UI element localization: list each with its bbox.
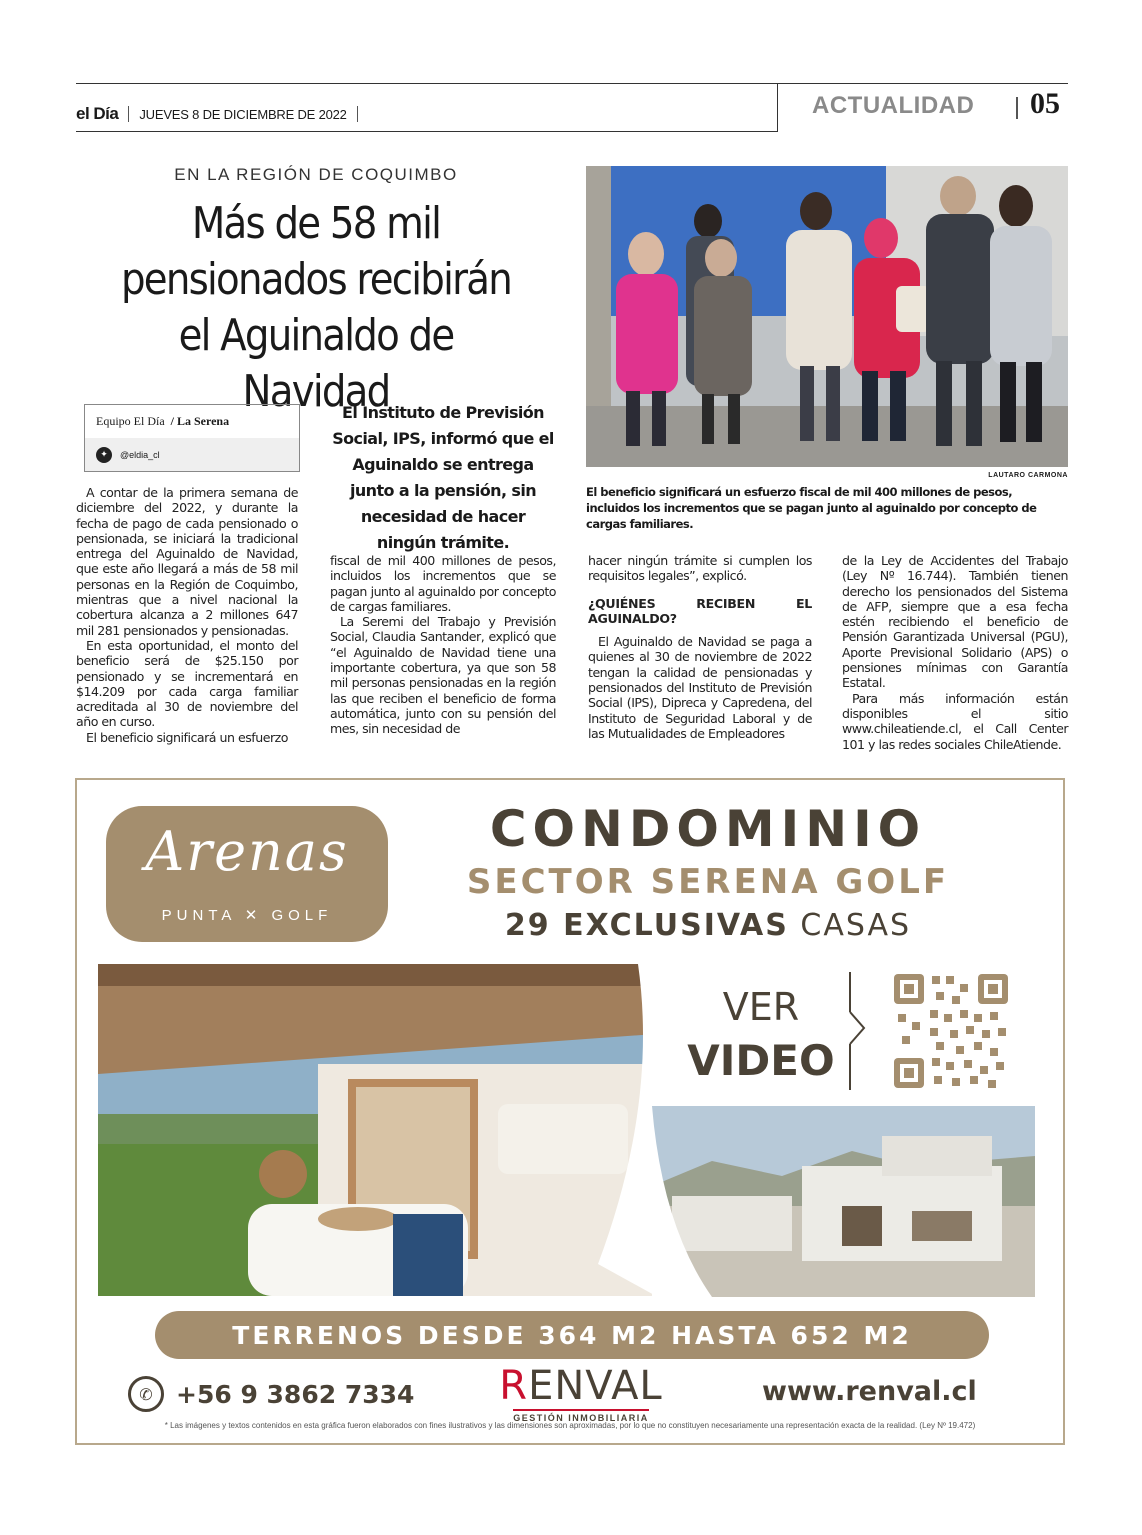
article-subhead: ¿QUIÉNES RECIBEN EL AGUINALDO? [588,595,812,626]
divider [1016,97,1018,119]
photo-illustration [586,166,1068,467]
paragraph: La Seremi del Trabajo y Previsión Social, Claudia Santander, explicó que “el Aguinaldo de Navidad tiene una importante cobertura, ya que son 58 mil personas pensionadas en la región las que reciben el beneficio de forma automática, junto con su pensión del mes, sin necesidad de [330,614,556,737]
paragraph: A contar de la primera semana de diciembre del 2022, y durante la fecha de pago de cada pensionado o pensionada, se iniciará la tradicional entrega del Aguinaldo de Navidad, que este año llegará a más de 58 mil personas en la Región de Coquimbo, mientras que a nivel nacional la cobertura alcanza a 2 millones 647 mil 281 pensionados y pensionadas. [76,485,298,638]
twitter-handle: @eldia_cl [120,449,160,460]
section-label: ACTUALIDAD [812,92,975,119]
house-render-exterior [652,1106,1035,1297]
article-column-3 [588,553,812,741]
ver-label: VER [722,985,800,1029]
website-link[interactable]: www.renval.cl [762,1376,977,1407]
masthead [76,104,368,124]
article-column-2 [330,553,556,737]
render-illustration [652,1106,1035,1297]
renval-subtitle: GESTIÓN INMOBILIARIA [513,1409,649,1423]
photo-caption: El beneficio significará un esfuerzo fiscal de mil 400 millones de pesos, incluidos los incrementos que se pagan junto al aguinaldo por concepto de cargas familiares. [586,485,1037,531]
newspaper-brand: el Día [76,104,119,123]
lot-size-banner: TERRENOS DESDE 364 M2 HASTA 652 M2 [155,1311,989,1359]
page-number: 05 [1030,87,1060,120]
render-illustration [98,964,656,1296]
logo-subtitle: PUNTA ✕ GOLF [161,907,333,924]
paragraph: Para más información están disponibles el sitio www.chileatiende.cl, el Call Center 101 y las redes sociales ChileAtiende. [842,690,1068,752]
article-column-4 [842,553,1068,752]
byline-location: / La Serena [170,413,230,428]
divider [128,106,129,122]
byline-author: Equipo El Día [96,413,165,428]
paragraph: fiscal de mil 400 millones de pesos, incluidos los incrementos que se pagan junto al aguinaldo por concepto de cargas familiares. [330,553,556,614]
ad-disclaimer: * Las imágenes y textos contenidos en esta gráfica fueron elaborados con fines ilustrativos y las dimensiones son aproximadas, por lo que no constituyen necesariamente una representación exacta de la realidad. (Ley Nº 19.472) [164,1421,976,1430]
article-headline: Más de 58 mil pensionados recibirán el Aguinaldo de Navidad [120,198,512,417]
article-deck: El Instituto de Previsión Social, IPS, informó que el Aguinaldo se entrega junto a la pensión, sin necesidad de hacer ningún trámite. [332,403,554,552]
article-photo [586,166,1068,467]
chevron-right-icon [846,972,870,1095]
article-kicker: EN LA REGIÓN DE COQUIMBO [174,165,458,184]
tagline-rest: CASAS [800,908,912,943]
header-divider [777,83,778,132]
renval-r: R [499,1363,529,1409]
issue-date: JUEVES 8 DE DICIEMBRE DE 2022 [139,106,347,122]
renval-wordmark [476,1364,686,1408]
paragraph: de la Ley de Accidentes del Trabajo (Ley Nº 16.744). También tienen derecho los pensionados del Sistema de AFP, siempre que a esa fecha estén recibiendo el beneficio de Pensión Garantizada Universal (PGU), Aporte Previsional Solidario (APS) o pensiones mínimas con Garantía Estatal. [842,553,1068,691]
photo-credit: LAUTARO CARMONA [988,472,1068,479]
renval-logo [476,1364,686,1426]
paragraph: En esta oportunidad, el monto del beneficio será de $25.150 por pensionado y se incrementará en $14.209 por cada carga familiar acreditada al 30 de noviembre del año en curso. [76,637,298,730]
video-label: VIDEO [687,1036,835,1085]
ad-tagline [410,908,1006,943]
ad-subtitle: SECTOR SERENA GOLF [466,862,950,902]
ad-title: CONDOMINIO [489,800,927,858]
byline-box [84,404,300,472]
phone-number: +56 9 3862 7334 [176,1379,415,1409]
header-underline [76,131,778,132]
byline [85,405,299,437]
logo-name: Arenas [145,820,349,883]
phone-contact[interactable] [128,1376,414,1412]
whatsapp-icon: ✆ [128,1376,164,1412]
renval-rest: ENVAL [528,1363,663,1409]
house-render-interior [98,964,656,1296]
ver-video-cta[interactable] [676,980,846,1088]
header-rule [76,83,1068,84]
paragraph: El Aguinaldo de Navidad se paga a quienes al 30 de noviembre de 2022 tengan la calidad de pensionadas y pensionados del Instituto de Previsión Social (IPS), Dipreca y Capredena, del Instituto de Seguridad Laboral y de las Mutualidades de Empleadores [588,634,812,741]
qr-code-icon[interactable] [890,970,1012,1092]
twitter-icon: ✦ [96,447,112,463]
tagline-bold: 29 EXCLUSIVAS [504,908,789,943]
paragraph: hacer ningún trámite si cumplen los requisitos legales”, explicó. [588,553,812,584]
paragraph: El beneficio significará un esfuerzo [86,729,288,745]
byline-social [85,438,299,471]
article-column-1 [76,485,298,745]
divider [357,106,358,122]
